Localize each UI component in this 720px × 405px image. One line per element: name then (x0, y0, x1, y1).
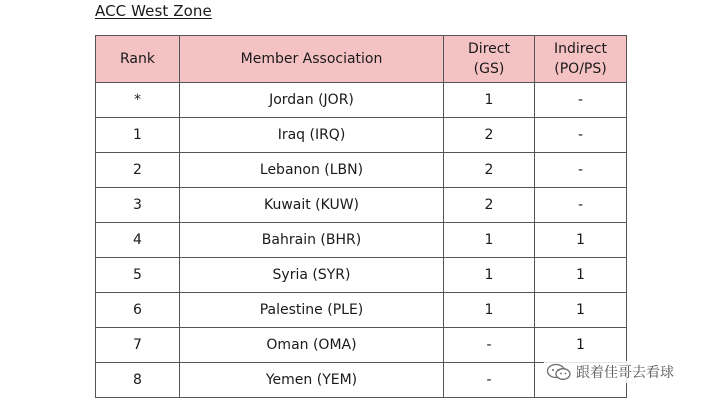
rank-cell: 7 (96, 328, 180, 363)
table-header-row (96, 36, 627, 83)
header-direct-line2: (GS) (473, 61, 505, 77)
indirect-cell: - (535, 83, 627, 118)
zone-title: ACC West Zone (95, 2, 212, 20)
wechat-icon (546, 363, 572, 381)
header-indirect-line2: (PO/PS) (554, 61, 607, 77)
watermark (544, 361, 678, 383)
indirect-cell: - (535, 188, 627, 223)
member-cell: Yemen (YEM) (180, 363, 444, 398)
direct-cell: 2 (444, 188, 535, 223)
member-cell: Palestine (PLE) (180, 293, 444, 328)
member-cell: Lebanon (LBN) (180, 153, 444, 188)
indirect-cell: 1 (535, 223, 627, 258)
header-direct (444, 36, 535, 83)
header-rank: Rank (96, 36, 180, 83)
direct-cell: 1 (444, 83, 535, 118)
member-cell: Bahrain (BHR) (180, 223, 444, 258)
direct-cell: - (444, 328, 535, 363)
rank-cell: 6 (96, 293, 180, 328)
indirect-cell: - (535, 118, 627, 153)
member-cell: Syria (SYR) (180, 258, 444, 293)
indirect-cell: 1 (535, 328, 627, 363)
direct-cell: 2 (444, 153, 535, 188)
member-cell: Kuwait (KUW) (180, 188, 444, 223)
rank-cell: 4 (96, 223, 180, 258)
direct-cell: 1 (444, 258, 535, 293)
rank-cell: 1 (96, 118, 180, 153)
rank-cell: 5 (96, 258, 180, 293)
direct-cell: 2 (444, 118, 535, 153)
table-row (96, 293, 627, 328)
header-member-association: Member Association (180, 36, 444, 83)
rank-cell: 2 (96, 153, 180, 188)
ranking-table (95, 35, 627, 398)
header-indirect-line1: Indirect (553, 41, 608, 57)
member-cell: Jordan (JOR) (180, 83, 444, 118)
table-row (96, 153, 627, 188)
indirect-cell: - (535, 153, 627, 188)
rank-cell: 3 (96, 188, 180, 223)
direct-cell: - (444, 363, 535, 398)
watermark-text: 跟着佳哥去看球 (576, 365, 674, 381)
rank-cell: * (96, 83, 180, 118)
table-row (96, 328, 627, 363)
rank-cell: 8 (96, 363, 180, 398)
table-row (96, 83, 627, 118)
direct-cell: 1 (444, 293, 535, 328)
member-cell: Iraq (IRQ) (180, 118, 444, 153)
direct-cell: 1 (444, 223, 535, 258)
header-direct-line1: Direct (468, 41, 510, 57)
table-row (96, 118, 627, 153)
table-row (96, 188, 627, 223)
header-indirect (535, 36, 627, 83)
member-cell: Oman (OMA) (180, 328, 444, 363)
indirect-cell: 1 (535, 258, 627, 293)
indirect-cell: 1 (535, 293, 627, 328)
table-row (96, 223, 627, 258)
table-row (96, 258, 627, 293)
